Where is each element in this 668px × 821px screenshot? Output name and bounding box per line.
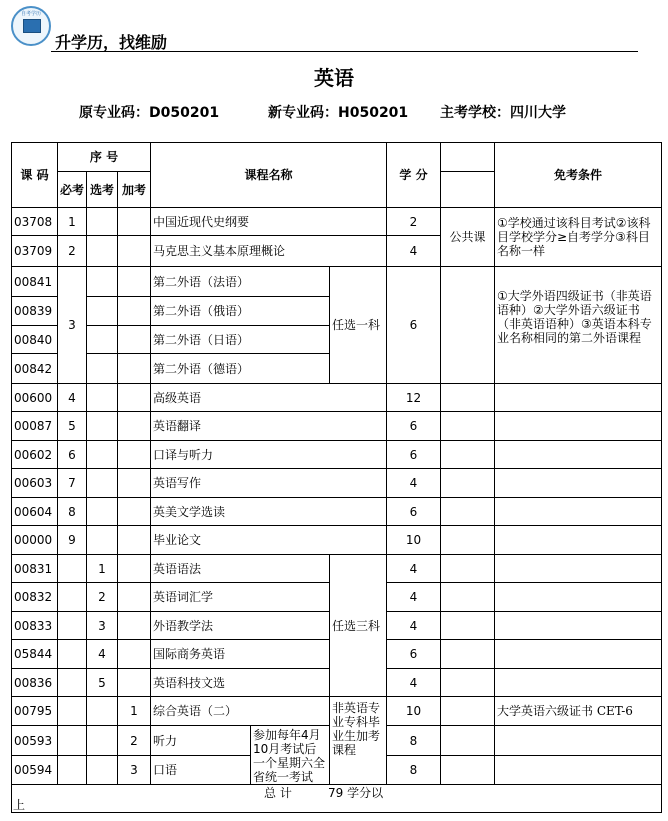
course-code: 00602	[12, 441, 58, 469]
course-name: 第二外语（日语）	[151, 326, 330, 354]
foreign-exemption: ①大学外语四级证书（非英语语种）②大学外语六级证书（非英语语种）③英语本科专业名称相同的第二外语课程	[495, 267, 662, 384]
course-code: 00832	[12, 583, 58, 612]
seq-required: 6	[58, 441, 87, 469]
course-code: 00831	[12, 555, 58, 583]
course-code: 00795	[12, 697, 58, 726]
course-credits: 6	[387, 412, 441, 441]
course-credits: 8	[387, 726, 441, 756]
blank-cell	[441, 267, 495, 384]
header-course-name: 课程名称	[151, 143, 387, 208]
course-credits: 4	[387, 583, 441, 612]
seq-required: 4	[58, 384, 87, 412]
seq-required: 2	[58, 236, 87, 267]
seq-required: 5	[58, 412, 87, 441]
seq-elective: 1	[87, 555, 118, 583]
course-table	[11, 142, 662, 813]
course-code: 00842	[12, 354, 58, 384]
course-credits: 4	[387, 469, 441, 498]
seq-extra: 3	[118, 756, 151, 785]
course-code: 00000	[12, 526, 58, 555]
course-code: 00593	[12, 726, 58, 756]
course-name: 马克思主义基本原理概论	[151, 236, 387, 267]
course-name: 第二外语（俄语）	[151, 297, 330, 326]
course-code: 00604	[12, 498, 58, 526]
course-credits: 4	[387, 236, 441, 267]
table-row	[12, 384, 662, 412]
course-credits: 10	[387, 697, 441, 726]
elective-choice: 任选三科	[330, 555, 387, 697]
table-row	[12, 412, 662, 441]
host-school: 主考学校：四川大学	[440, 105, 566, 121]
table-row	[12, 267, 662, 297]
seq-elective: 3	[87, 612, 118, 640]
course-name: 国际商务英语	[151, 640, 330, 669]
course-name: 毕业论文	[151, 526, 387, 555]
total-label: 总 计	[264, 786, 292, 800]
course-name: 第二外语（德语）	[151, 354, 330, 384]
course-name: 高级英语	[151, 384, 387, 412]
total-cell	[12, 785, 662, 813]
course-code: 00839	[12, 297, 58, 326]
foreign-choice: 任选一科	[330, 267, 387, 384]
table-row	[12, 526, 662, 555]
extra-exam-note: 参加每年4月10月考试后一个星期六全省统一考试	[251, 726, 330, 785]
course-credits: 12	[387, 384, 441, 412]
seq-elective: 5	[87, 669, 118, 697]
public-course-label: 公共课	[441, 208, 495, 267]
header-blank-2	[441, 172, 495, 208]
course-credits: 4	[387, 555, 441, 583]
seq-required: 9	[58, 526, 87, 555]
course-code: 00603	[12, 469, 58, 498]
course-code: 03709	[12, 236, 58, 267]
course-name: 口译与听力	[151, 441, 387, 469]
course-code: 05844	[12, 640, 58, 669]
course-credits: 6	[387, 640, 441, 669]
school-logo	[11, 6, 51, 46]
course-credits: 2	[387, 208, 441, 236]
table-row	[12, 441, 662, 469]
course-name: 听力	[151, 726, 251, 756]
page-title: 英语	[314, 66, 354, 90]
seq-extra: 1	[118, 697, 151, 726]
table-row	[12, 555, 662, 583]
course-name: 英语科技文选	[151, 669, 330, 697]
header-exemption: 免考条件	[495, 143, 662, 208]
logo-text: 自考学历	[20, 11, 41, 17]
header-course-code: 课 码	[12, 143, 58, 208]
course-name: 英语语法	[151, 555, 330, 583]
book-icon	[23, 19, 41, 33]
course-name: 英语写作	[151, 469, 387, 498]
course-name: 外语教学法	[151, 612, 330, 640]
header-seq: 序 号	[58, 143, 151, 172]
course-credits: 10	[387, 526, 441, 555]
course-code: 00841	[12, 267, 58, 297]
total-row	[12, 785, 662, 813]
course-credits: 8	[387, 756, 441, 785]
new-major-code: 新专业码：H050201	[268, 105, 409, 121]
course-code: 00087	[12, 412, 58, 441]
course-name: 口语	[151, 756, 251, 785]
seq-required: 3	[58, 267, 87, 384]
seq-required: 7	[58, 469, 87, 498]
extra-group: 非英语专业专科毕业生加考课程	[330, 697, 387, 785]
header-elective: 选考	[87, 172, 118, 208]
total-overflow: 上	[13, 798, 26, 812]
header-credits: 学 分	[387, 143, 441, 208]
cet6-exemption: 大学英语六级证书 CET-6	[495, 697, 662, 726]
course-credits: 4	[387, 612, 441, 640]
table-row	[12, 498, 662, 526]
course-code: 00840	[12, 326, 58, 354]
table-row	[12, 469, 662, 498]
table-row	[12, 208, 662, 236]
slogan: 升学历，找维励	[55, 33, 168, 52]
seq-required: 1	[58, 208, 87, 236]
course-name: 英语翻译	[151, 412, 387, 441]
course-name: 英美文学选读	[151, 498, 387, 526]
course-credits: 4	[387, 669, 441, 697]
course-code: 03708	[12, 208, 58, 236]
seq-elective: 4	[87, 640, 118, 669]
header-required: 必考	[58, 172, 87, 208]
course-code: 00600	[12, 384, 58, 412]
seq-extra: 2	[118, 726, 151, 756]
public-exemption: ①学校通过该科目考试②该科目学校学分≥自考学分③科目名称一样	[495, 208, 662, 267]
old-major-code: 原专业码：D050201	[79, 105, 220, 121]
header-extra: 加考	[118, 172, 151, 208]
course-credits: 6	[387, 441, 441, 469]
total-value: 79 学分以	[328, 786, 384, 800]
course-name: 综合英语（二）	[151, 697, 330, 726]
seq-required: 8	[58, 498, 87, 526]
table-row	[12, 697, 662, 726]
course-code: 00836	[12, 669, 58, 697]
course-credits: 6	[387, 498, 441, 526]
header-blank	[441, 143, 495, 172]
course-credits: 6	[387, 267, 441, 384]
course-code: 00833	[12, 612, 58, 640]
header-divider	[51, 51, 638, 52]
course-name: 英语词汇学	[151, 583, 330, 612]
seq-elective: 2	[87, 583, 118, 612]
course-code: 00594	[12, 756, 58, 785]
course-name: 中国近现代史纲要	[151, 208, 387, 236]
course-name: 第二外语（法语）	[151, 267, 330, 297]
